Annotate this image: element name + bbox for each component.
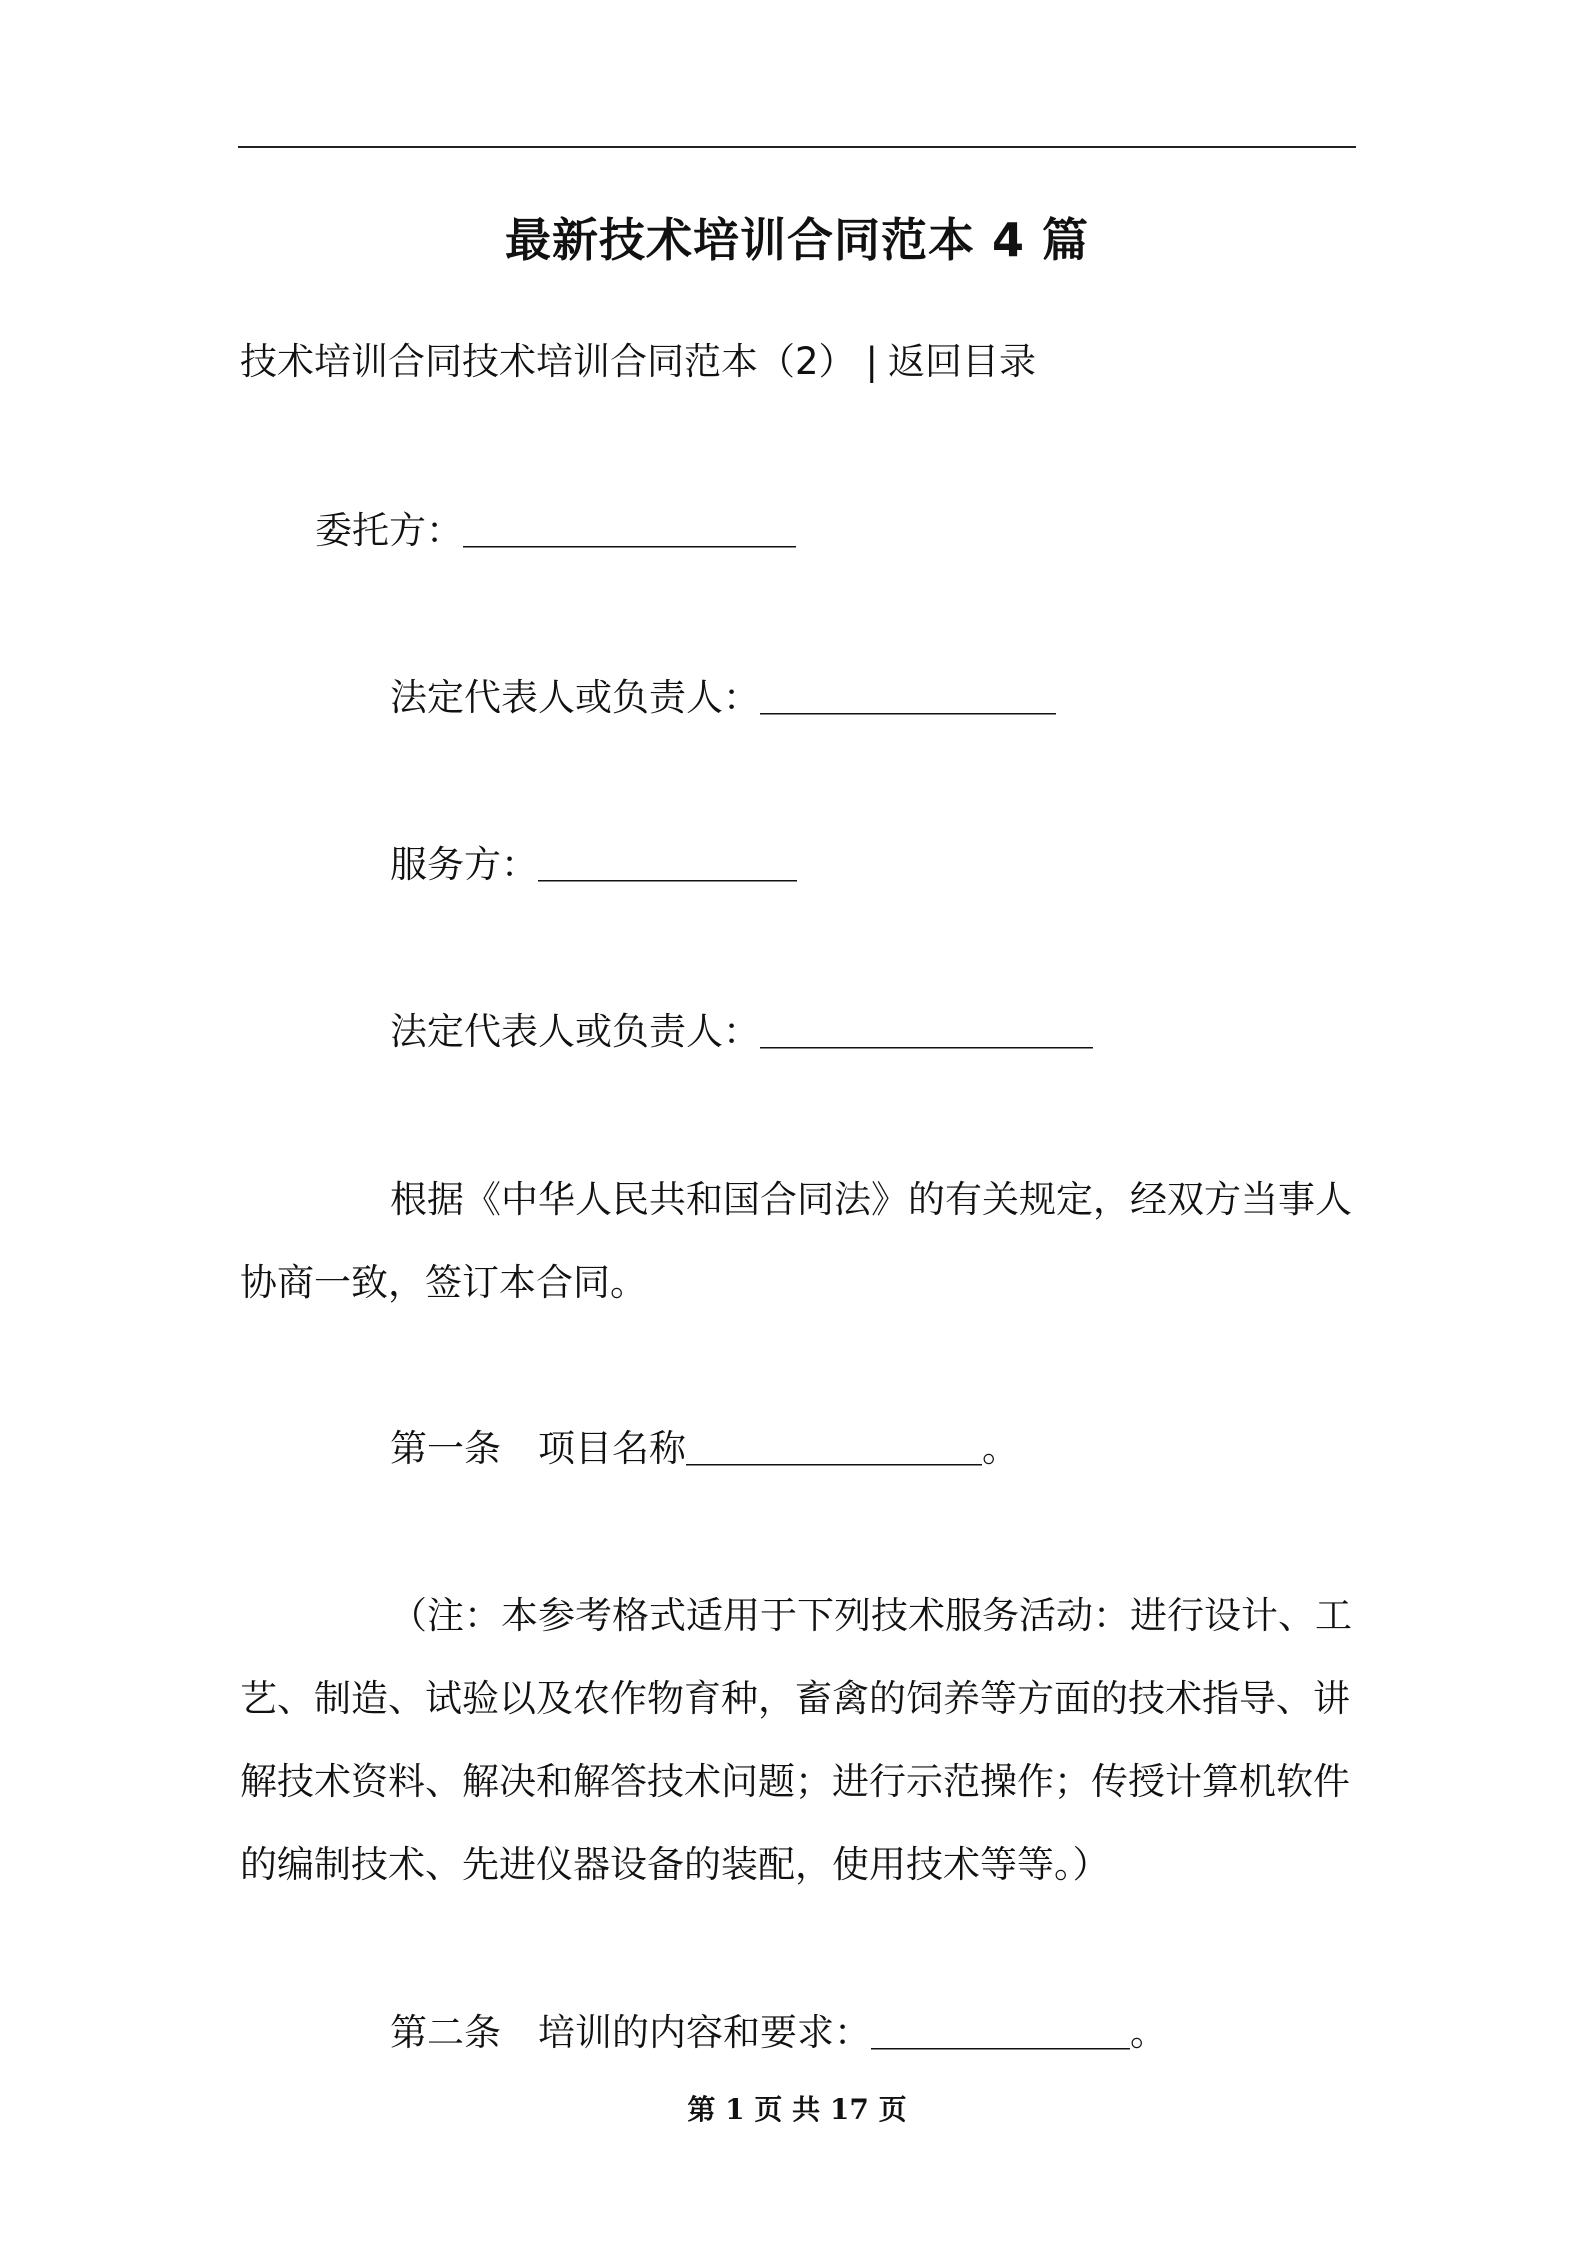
note-paragraph — [240, 1574, 1356, 1906]
document-title: 最新技术培训合同范本 4 篇 — [504, 213, 1090, 267]
article-1: 第一条 项目名称＿＿＿＿＿＿＿＿。 — [390, 1427, 1019, 1470]
subtitle-line — [240, 337, 1036, 387]
preamble-line-2: 协商一致，签订本合同。 — [240, 1261, 647, 1304]
note-line-4: 的编制技术、先进仪器设备的装配，使用技术等等。） — [240, 1843, 1110, 1886]
client-field: 委托方：＿＿＿＿＿＿＿＿＿ — [315, 509, 796, 552]
subtitle-separator: | — [865, 340, 879, 383]
note-line-3: 解技术资料、解决和解答技术问题；进行示范操作；传授计算机软件 — [240, 1760, 1350, 1803]
preamble-line-1: 根据《中华人民共和国合同法》的有关规定，经双方当事人 — [390, 1178, 1352, 1221]
page-number: 第 1 页 共 17 页 — [687, 2093, 907, 2126]
client-representative-field: 法定代表人或负责人：＿＿＿＿＿＿＿＿ — [390, 676, 1056, 719]
header-rule — [238, 146, 1356, 148]
note-line-1: （注：本参考格式适用于下列技术服务活动：进行设计、工 — [390, 1594, 1352, 1637]
service-representative-field: 法定代表人或负责人：＿＿＿＿＿＿＿＿＿ — [390, 1010, 1093, 1053]
subtitle-text: 技术培训合同技术培训合同范本（2） — [240, 340, 856, 383]
back-to-toc-link[interactable]: 返回目录 — [888, 340, 1037, 383]
preamble-paragraph — [240, 1158, 1356, 1324]
article-2: 第二条 培训的内容和要求：＿＿＿＿＿＿＿。 — [390, 2011, 1167, 2054]
note-line-2: 艺、制造、试验以及农作物育种，畜禽的饲养等方面的技术指导、讲 — [240, 1677, 1350, 1720]
service-provider-field: 服务方：＿＿＿＿＿＿＿ — [390, 843, 797, 886]
